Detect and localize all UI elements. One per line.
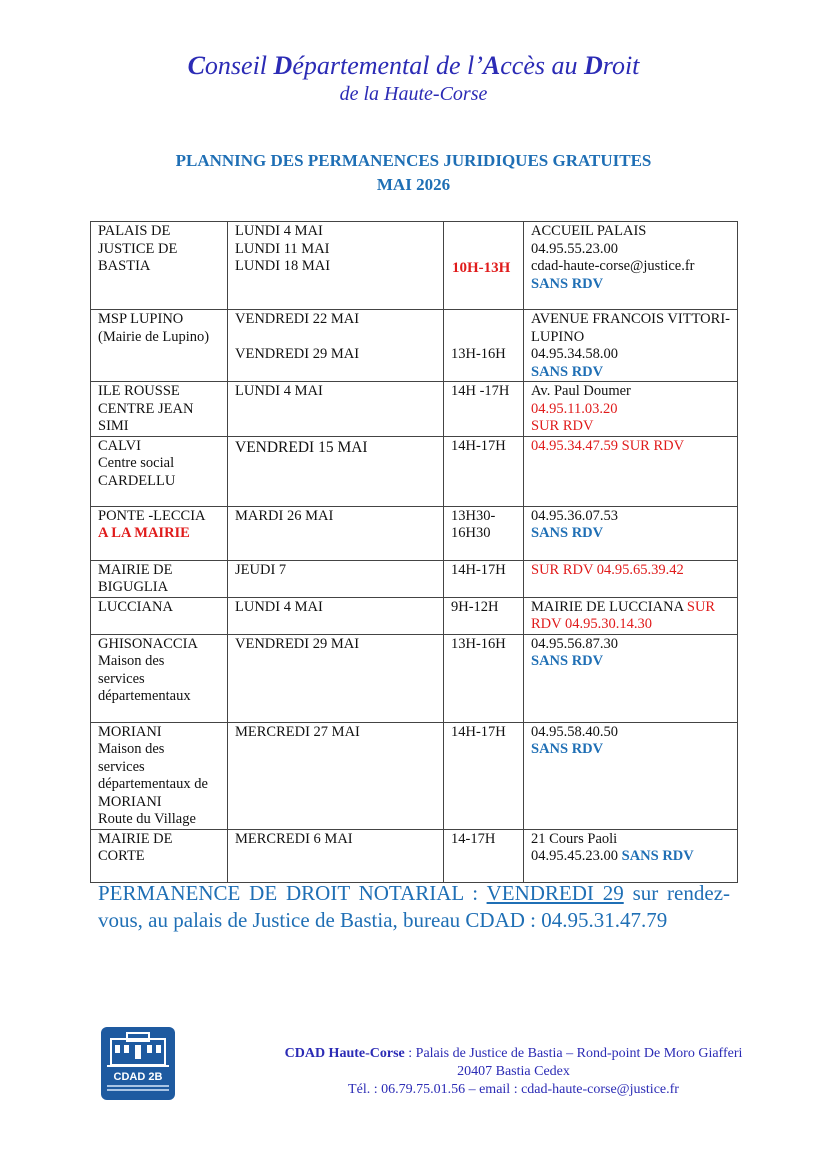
date-line: LUNDI 11 MAI [235,240,330,257]
contact-address: ACCUEIL PALAIS [531,223,647,239]
contact-address: AVENUE FRANCOIS VITTORI- LUPINO [531,311,730,345]
contact-cell [524,382,738,437]
place-line: JUSTICE DE [98,240,178,257]
date-line: VENDREDI 29 MAI [235,635,360,652]
title-line-2: MAI 2026 [376,175,451,194]
contact-phone: 04.95.58.40.50 [531,723,618,740]
date-line: LUNDI 4 MAI [235,223,323,239]
org-part-2: épartemental de l’ [292,51,483,80]
contact-cell [524,829,738,882]
hours-value: 14H-17H [451,561,506,578]
hours-value: 13H30- [451,507,496,524]
table-row [91,634,738,722]
contact-cell [524,722,738,829]
place-line: (Mairie de Lupino) [98,328,210,345]
place-line: services [98,670,145,687]
contact-cell [524,506,738,560]
table-row [91,382,738,437]
contact-phone: 04.95.11.03.20 [531,400,618,417]
hours-value: 14H -17H [451,383,510,399]
contact-cell [524,222,738,310]
page-footer [230,1045,797,1099]
contact-cell [524,634,738,722]
hours-value: 14H-17H [451,437,506,454]
org-part-4: roit [602,51,640,80]
place-cell [91,634,228,722]
logo-small-text [107,1085,169,1095]
table-row [91,436,738,506]
place-line: BIGUGLIA [98,579,169,595]
hours-cell [444,722,524,829]
contact-phone: SUR RDV 04.95.30.14.30 [531,598,716,632]
place-line: LUCCIANA [98,598,173,615]
cdad-logo [101,1027,175,1100]
place-line: MSP LUPINO [98,311,184,327]
place-line: Route du Village [98,811,196,827]
contact-phone: 04.95.55.23.00 [531,240,618,257]
place-cell [91,722,228,829]
table-row [91,310,738,382]
org-cap-2: D [273,51,293,80]
place-line: ILE ROUSSE [98,383,180,399]
org-cap-4: D [584,51,603,80]
footer-contact: Tél. : 06.79.75.01.56 – email : cdad-haute-corse@justice.fr [348,1082,679,1097]
table-row [91,829,738,882]
dates-cell [228,310,444,382]
dates-cell [228,722,444,829]
date-line: JEUDI 7 [235,561,287,578]
contact-cell [524,597,738,634]
hours-cell [444,634,524,722]
hours-value: 13H-16H [451,635,506,652]
place-line: CALVI [98,437,141,454]
org-name [0,50,827,82]
date-line: LUNDI 4 MAI [235,383,323,399]
hours-cell [444,560,524,597]
contact-address: 21 Cours Paoli [531,830,618,847]
contact-email[interactable]: cdad-haute-corse@justice.fr [531,258,695,274]
hours-value: 13H-16H [451,346,506,362]
dates-cell [228,382,444,437]
table-row [91,597,738,634]
notary-day: VENDREDI 29 [486,881,624,905]
contact-note: SANS RDV [531,275,604,292]
hours-value: 10H-13H [452,260,511,276]
hours-value: 9H-12H [451,598,499,615]
place-line: MAIRIE DE [98,830,173,847]
dates-cell [228,506,444,560]
footer-name: CDAD Haute-Corse [284,1046,405,1061]
page-header [0,50,827,106]
date-line: MERCREDI 6 MAI [235,830,353,847]
contact-cell [524,436,738,506]
notary-notice [98,880,730,934]
place-cell [91,382,228,437]
contact-note: SANS RDV [621,848,694,864]
date-line: MERCREDI 27 MAI [235,723,360,740]
table-row [91,222,738,310]
place-cell [91,829,228,882]
place-cell [91,222,228,310]
date-line: VENDREDI 15 MAI [235,438,368,456]
dates-cell [228,829,444,882]
contact-note: SANS RDV [531,741,604,757]
schedule-table [90,221,738,883]
hours-value: 14-17H [451,830,496,847]
hours-cell [444,222,524,310]
contact-phone: 04.95.36.07.53 [531,507,618,524]
place-line: Maison des [98,741,165,757]
dates-cell [228,436,444,506]
date-line: MARDI 26 MAI [235,507,334,524]
hours-cell [444,436,524,506]
hours-cell [444,597,524,634]
place-line: Centre social [98,455,175,471]
place-line: Maison des [98,653,165,669]
place-line: MORIANI [98,793,162,810]
notary-text: sur rendez-vous, au palais de Justice de Bastia, bureau CDAD : 04.95.31.47.79 [98,881,731,932]
org-cap-3: A [482,51,501,80]
contact-note: SANS RDV [531,653,604,669]
contact-phone: 04.95.34.58.00 [531,346,618,362]
contact-address: MAIRIE DE LUCCIANA [531,598,684,615]
table-row [91,506,738,560]
contact-phone: 04.95.56.87.30 [531,635,618,652]
place-line: SIMI [98,418,129,434]
hours-cell [444,310,524,382]
place-cell [91,506,228,560]
place-cell [91,436,228,506]
date-line: LUNDI 4 MAI [235,598,323,615]
place-cell [91,560,228,597]
table-row [91,560,738,597]
place-line: départementaux [98,688,191,704]
place-line: CARDELLU [98,472,176,489]
dates-cell [228,560,444,597]
org-part-3: ccès au [500,51,585,80]
contact-phone: SUR RDV 04.95.65.39.42 [531,561,684,578]
contact-cell [524,560,738,597]
table-row [91,722,738,829]
dates-cell [228,597,444,634]
place-line: PONTE -LECCIA [98,507,206,524]
org-subtitle: de la Haute-Corse [339,83,488,105]
dates-cell [228,634,444,722]
contact-address: Av. Paul Doumer [531,383,631,399]
place-line: CENTRE JEAN [98,400,194,417]
building-icon [101,1027,175,1071]
org-cap-1: C [187,51,205,80]
dates-cell [228,222,444,310]
place-line: MORIANI [98,723,162,740]
title-line-1: PLANNING DES PERMANENCES JURIDIQUES GRATUITES [175,151,652,170]
date-line: LUNDI 18 MAI [235,258,331,274]
contact-cell [524,310,738,382]
footer-city: 20407 Bastia Cedex [457,1064,570,1079]
place-highlight: A LA MAIRIE [98,525,190,541]
contact-note: SANS RDV [531,525,604,541]
place-cell [91,310,228,382]
contact-note: SANS RDV [531,363,604,380]
place-line: PALAIS DE [98,223,171,239]
page-title [0,149,827,197]
place-line: MAIRIE DE [98,561,173,578]
notary-label: PERMANENCE DE DROIT NOTARIAL : [98,881,479,905]
date-line: VENDREDI 22 MAI [235,311,360,327]
place-line: services [98,758,145,775]
place-cell [91,597,228,634]
contact-phone: 04.95.45.23.00 [531,848,618,864]
hours-value: 14H-17H [451,723,506,740]
org-part-1: onseil [204,51,274,80]
hours-cell [444,829,524,882]
hours-value: 16H30 [451,525,491,541]
place-line: départementaux de [98,776,208,792]
contact-phone: 04.95.34.47.59 SUR RDV [531,437,685,454]
contact-note: SUR RDV [531,418,594,434]
place-line: CORTE [98,848,145,864]
logo-label: CDAD 2B [113,1071,163,1083]
place-line: GHISONACCIA [98,635,198,652]
hours-cell [444,506,524,560]
date-line: VENDREDI 29 MAI [235,345,360,362]
place-line: BASTIA [98,258,151,274]
footer-address: : Palais de Justice de Bastia – Rond-point De Moro Giafferi [408,1046,743,1061]
hours-cell [444,382,524,437]
